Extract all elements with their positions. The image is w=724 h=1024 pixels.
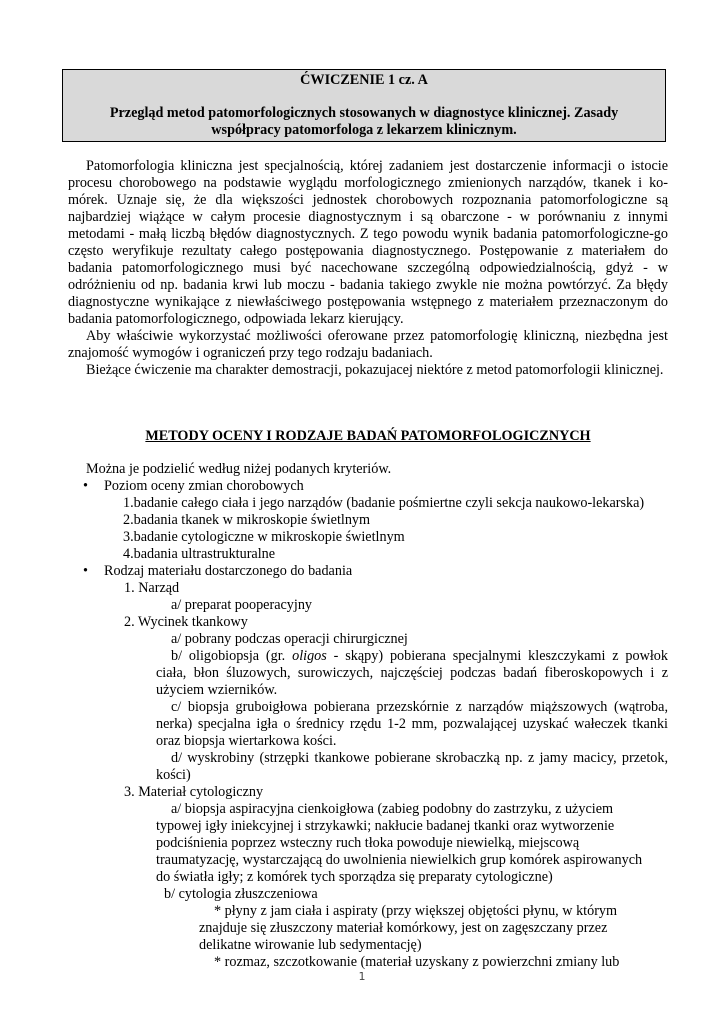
bullet-icon: • <box>83 563 88 579</box>
material-item <box>68 648 668 699</box>
material-text: b/ oligobiopsja (gr. <box>171 648 293 664</box>
bullet-item <box>68 563 668 580</box>
bullet-item <box>68 478 668 495</box>
bullet-icon: • <box>83 478 88 494</box>
intro-text <box>68 158 668 379</box>
material-item <box>68 699 668 750</box>
material-line: * płyny z jam ciała i aspiraty (przy większej objętości płynu, w którym <box>214 903 618 919</box>
intro-paragraph-3: Bieżące ćwiczenie ma charakter demostracji, pokazujacej niektóre z metod patomorfologii klinicznej. <box>86 362 664 378</box>
level-item: 4.badania ultrastrukturalne <box>123 546 276 562</box>
level-item: 3.badanie cytologiczne w mikroskopie świetlnym <box>123 529 405 545</box>
material-line: delikatne wirowanie lub sedymentację) <box>199 937 422 953</box>
material-line: do światła igły; z komórek tych sporządza się preparaty cytologiczne) <box>156 869 553 885</box>
methods-list <box>68 461 668 971</box>
exercise-header-box <box>62 69 666 142</box>
material-line: b/ cytologia złuszczeniowa <box>164 886 318 902</box>
material-line: traumatyzację, wystarczającą do uwolnienia niewielkich grup komórek aspirowanych <box>156 852 643 868</box>
material-item: a/ pobrany podczas operacji chirurgicznej <box>171 631 408 647</box>
material-heading: 3. Materiał cytologiczny <box>124 784 264 800</box>
page-number: 1 <box>358 970 366 983</box>
material-line: podciśnienia poprzez wsteczny ruch tłoka powoduje niewielką, miejscową <box>156 835 580 851</box>
material-line: a/ biopsja aspiracyjna cienkoigłowa (zabieg podobny do zastrzyku, z użyciem <box>171 801 614 817</box>
level-item: 1.badanie całego ciała i jego narządów (badanie pośmiertne czyli sekcja naukowo-lekarska) <box>123 495 645 511</box>
bullet-label: Rodzaj materiału dostarczonego do badania <box>104 563 353 579</box>
intro-paragraph-1: Patomorfologia kliniczna jest specjalnością, której zadaniem jest dostarczenie informacji o istocie procesu chorobowego na podstawie wyglądu morfologicznego zmienionych narządów, tkanek i ko-mórek. Uznaje się, że dla większości jednostek chorobowych rozpoznania patomorfologiczne są najbardziej wiążące w całym procesie diagnostycznym i są obarczone - w porównaniu z innymi metodami - małą liczbą błędów diagnostycznych. Z tego powodu wynik badania patomorfologiczne-go często weryfikuje rezultaty całego postępowania diagnostycznego. Postępowanie z materiałem do badania patomorfologicznego musi być nacechowane szczególną odpowiedzialnością, gdyż - w odróżnieniu od np. badania krwi lub moczu - badania takiego zwykle nie można powtórzyć. Za błędy diagnostyczne wynikające z niewłaściwego postępowania wstępnego z materiałem przeznaczonym do badania patomorfologicznego, odpowiada lekarz kierujący. <box>68 158 668 327</box>
material-heading: 1. Narząd <box>124 580 180 596</box>
section-title: METODY OCENY I RODZAJE BADAŃ PATOMORFOLOGICZNYCH <box>145 428 591 444</box>
material-line: typowej igły iniekcyjnej i strzykawki; nakłucie badanej tkanki oraz wytworzenie <box>156 818 615 834</box>
material-line: * rozmaz, szczotkowanie (materiał uzyskany z powierzchni zmiany lub <box>214 954 620 970</box>
material-text: c/ biopsja gruboigłowa pobierana przezskórnie z narządów miąższowych (wątroba, nerka) specjalna igła o średnicy rzędu 1-2 mm, pozwalającej uzyskać wałeczek tkanki oraz biopsja wiertarkowa kości. <box>156 699 668 749</box>
bullet-label: Poziom oceny zmian chorobowych <box>104 478 304 494</box>
exercise-title: ĆWICZENIE 1 cz. A <box>300 72 428 88</box>
intro-paragraph-2: Aby właściwie wykorzystać możliwości oferowane przez patomorfologię kliniczną, niezbędna jest znajomość wymogów i ograniczeń przy tego rodzaju badaniach. <box>68 328 668 361</box>
material-text: - skąpy) pobierana specjalnymi kleszczykami z powłok ciała, błon śluzowych, surowiczych, najczęściej podczas badań fiberoskopowych i z użyciem wzierników. <box>156 648 668 698</box>
level-item: 2.badania tkanek w mikroskopie świetlnym <box>123 512 371 528</box>
exercise-subtitle: Przegląd metod patomorfologicznych stosowanych w diagnostyce klinicznej. Zasady współpracy patomorfologa z lekarzem klinicznym. <box>109 105 619 138</box>
material-heading: 2. Wycinek tkankowy <box>124 614 248 630</box>
material-text: d/ wyskrobiny (strzępki tkankowe pobierane skrobaczką np. z jamy macicy, przetok, kości) <box>156 750 668 783</box>
section-lead: Można je podzielić według niżej podanych kryteriów. <box>86 461 392 477</box>
material-term: oligos <box>292 648 327 664</box>
material-line: znajduje się złuszczony materiał komórkowy, jest on zagęszczany przez <box>199 920 608 936</box>
material-item <box>68 750 668 784</box>
material-item: a/ preparat pooperacyjny <box>171 597 313 613</box>
